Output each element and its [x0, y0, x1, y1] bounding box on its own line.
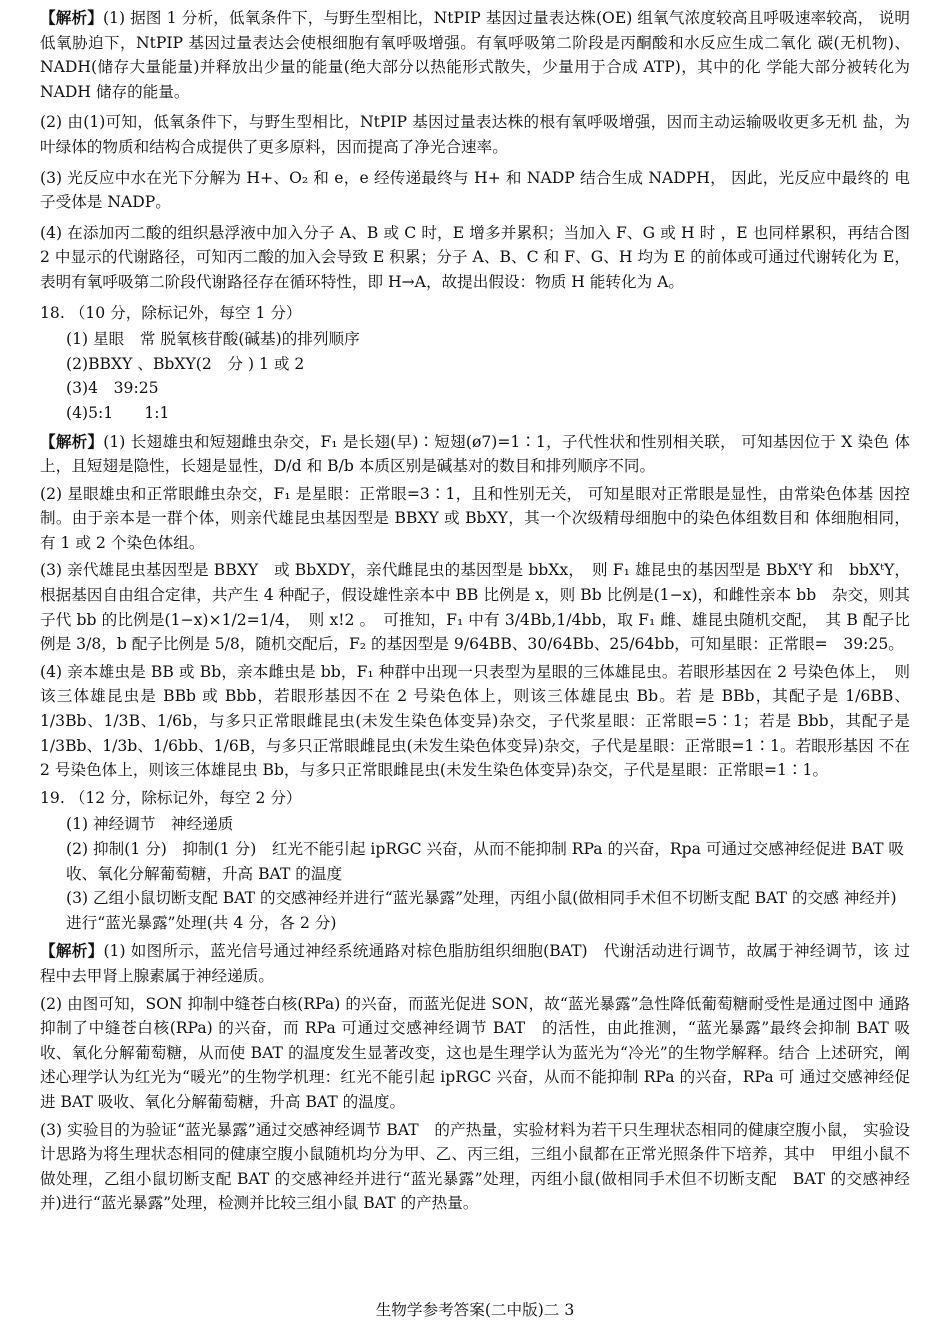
q18-section [40, 301, 926, 783]
q17-analysis-1 [40, 6, 910, 104]
q18-answer-1: (1) 星眼 常 脱氧核苷酸(碱基)的排列顺序 [66, 330, 360, 349]
q19-answer-3: (3) 乙组小鼠切断支配 BAT 的交感神经并进行“蓝光暴露”处理，丙组小鼠(做相同手术但不切断支配 BAT 的交感 神经并)进行“蓝光暴露”处理(共 4 分，各 2 分) [66, 889, 897, 932]
q17-analysis [40, 6, 910, 295]
q19-answer-2: (2) 抑制(1 分) 抑制(1 分) 红光不能引起 ipRGC 兴奋，从而不能抑制 RPa 的兴奋，Rpa 可通过交感神经促进 BAT 吸收、氧化分解葡萄糖，升高 BAT 的温度 [66, 840, 905, 883]
analysis-tag: 【解析】 [40, 431, 104, 451]
q19-analysis-2: (2) 由图可知，SON 抑制中缝苍白核(RPa) 的兴奋，而蓝光促进 SON，故“蓝光暴露”急性降低葡萄糖耐受性是通过图中 通路抑制了中缝苍白核(RPa) 的兴奋，而 RPa 可通过交感神经调节 BAT 的活性，由此推测，“蓝光暴露”最终会抑制 BAT 吸收、氧化分解葡萄糖，从而使 BAT 的温度发生显著改变，这也是生理学认为蓝光为“冷光”的生物学解释。结合 上述研究，阐述心理学认为红光为“暖光”的生物学机理：红光不能引起 ipRGC 兴奋，从而不能抑制 RPa 的兴奋，RPa 可 通过交感神经促进 BAT 吸收、氧化分解葡萄糖，升高 BAT 的温度。 [40, 994, 910, 1111]
q17-analysis-4: (4) 在添加丙二酸的组织悬浮液中加入分子 A、B 或 C 时，E 增多并累积；当加入 F、G 或 H 时 ，E 也同样累积，再结合图 2 中显示的代谢路径，可知丙二酸的加入会导致 E 积累；分子 A、B、C 和 F、G、H 均为 E 的前体或可通过代谢转化为 E，表明有氧呼吸第二阶段代谢路径存在循环特性，即 H→A，故提出假设：物质 H 能转化为 A。 [40, 223, 910, 291]
q18-answer-4: (4)5:1 1:1 [66, 403, 170, 422]
q18-analysis-3: (3) 亲代雄昆虫基因型是 BBXY 或 BbXDY，亲代雌昆虫的基因型是 bbXx， 则 F₁ 雄昆虫的基因型是 BbXᵗY 和 bbXᵗY，根据基因自由组合定律，共产生 4 种配子，假设雄性亲本中 BB 比例是 x，则 Bb 比例是(1−x)，和雌性亲本 bb 杂交，则其子代 bb 的比例是(1−x)×1/2=1/4， 则 x!2 。 可推知，F₁ 中有 3/4Bb,1/4bb，取 F₁ 雌、雄昆虫随机交配， 其 B 配子比例是 3/8，b 配子比例是 5/8，随机交配后，F₂ 的基因型是 9/64BB、30/64Bb、25/64bb，可知星眼：正常眼= 39:25。 [40, 561, 910, 654]
q17-analysis-2: (2) 由(1)可知，低氧条件下，与野生型相比，NtPIP 基因过量表达株的根有氧呼吸增强，因而主动运输吸收更多无机 盐，为叶绿体的物质和结构合成提供了更多原料，因而提高了净光合速率。 [40, 113, 910, 156]
q18-analysis-1 [40, 430, 910, 479]
page-footer: 生物学参考答案(二中版)二 3 [375, 1301, 575, 1319]
q18-analysis-1-text: (1) 长翅雄虫和短翅雌虫杂交，F₁ 是长翅(早)∶短翅(ø7)=1∶1，子代性状和性别相关联， 可知基因位于 X 染色 体上，且短翅是隐性，长翅是显性，D/d 和 B/b 本质区别是碱基对的数目和排列顺序不同。 [40, 432, 910, 476]
q19-heading: 19. （12 分，除标记外，每空 2 分） [40, 788, 302, 807]
q19-section [40, 786, 910, 1216]
q18-analysis-4: (4) 亲本雄虫是 BB 或 Bb，亲本雌虫是 bb，F₁ 种群中出现一只表型为星眼的三体雄昆虫。若眼形基因在 2 号染色体上， 则该三体雄昆虫是 BBb 或 Bbb，若眼形基因不在 2 号染色体上，则该三体雄昆虫 Bb。若 是 BBb，其配子是 1/6BB、 1/3Bb、1/3B、1/6b，与多只正常眼雌昆虫(未发生染色体变异)杂交，子代浆星眼：正常眼=5∶1；若是 Bbb，其配子是 1/3Bb、1/3b、1/6bb、1/6B，与多只正常眼雌昆虫(未发生染色体变异)杂交，子代是星眼：正常眼=1∶1。若眼形基因 不在 2 号染色体上，则该三体雄昆虫 Bb，与多只正常眼雌昆虫(未发生染色体变异)杂交，子代是星眼：正常眼=1∶1。 [40, 662, 926, 780]
q19-analysis-3: (3) 实验目的为验证“蓝光暴露”通过交感神经调节 BAT 的产热量，实验材料为若干只生理状态相同的健康空腹小鼠， 实验设计思路为将生理状态相同的健康空腹小鼠随机均分为甲、乙、丙三组，三组小鼠都在正常光照条件下培养，其中 甲组小鼠不做处理，乙组小鼠切断支配 BAT 的交感神经并进行“蓝光暴露”处理，丙组小鼠(做相同手术但不切断支配 BAT 的交感神经并)进行“蓝光暴露”处理，检测并比较三组小鼠 BAT 的产热量。 [40, 1120, 910, 1213]
q19-analysis-1 [40, 939, 910, 988]
analysis-tag: 【解析】 [40, 941, 104, 961]
q18-analysis-2: (2) 星眼雄虫和正常眼雌虫杂交，F₁ 是星眼：正常眼=3∶1，且和性别无关， 可知星眼对正常眼是显性，由常染色体基 因控制。由于亲本是一群个体，则亲代雄昆虫基因型是 BBXY 或 BbXY，其一个次级精母细胞中的染色体组数目和 体细胞相同，有 1 或 2 个染色体组。 [40, 484, 910, 552]
q17-analysis-3: (3) 光反应中水在光下分解为 H+、O₂ 和 e，e 经传递最终与 H+ 和 NADP 结合生成 NADPH， 因此，光反应中最终的 电子受体是 NADP。 [40, 168, 910, 212]
q18-answer-2: (2)BBXY 、BbXY(2 分 ) 1 或 2 [66, 354, 305, 373]
q18-heading: 18. （10 分，除标记外，每空 1 分） [40, 303, 302, 322]
q17-analysis-1-text: (1) 据图 1 分析，低氧条件下，与野生型相比，NtPIP 基因过量表达株(OE) 组氧气浓度较高且呼吸速率较高， 说明低氧胁迫下，NtPIP 基因过量表达会使根细胞有氧呼吸增强。有氧呼吸第二阶段是丙酮酸和水反应生成二氧化 碳(无机物)、NADH(储存大量能量)并释放出少量的能量(绝大部分以热能形式散失，少量用于合成 ATP)，其中的化 学能大部分被转化为 NADH 储存的能量。 [40, 9, 910, 101]
q18-answer-3: (3)4 39:25 [66, 379, 159, 398]
analysis-tag: 【解析】 [40, 8, 103, 27]
q19-answer-1: (1) 神经调节 神经递质 [66, 815, 234, 834]
q19-analysis-1-text: (1) 如图所示，蓝光信号通过神经系统通路对棕色脂肪组织细胞(BAT) 代谢活动进行调节，故属于神经调节，该 过程中去甲肾上腺素属于神经递质。 [40, 942, 910, 985]
